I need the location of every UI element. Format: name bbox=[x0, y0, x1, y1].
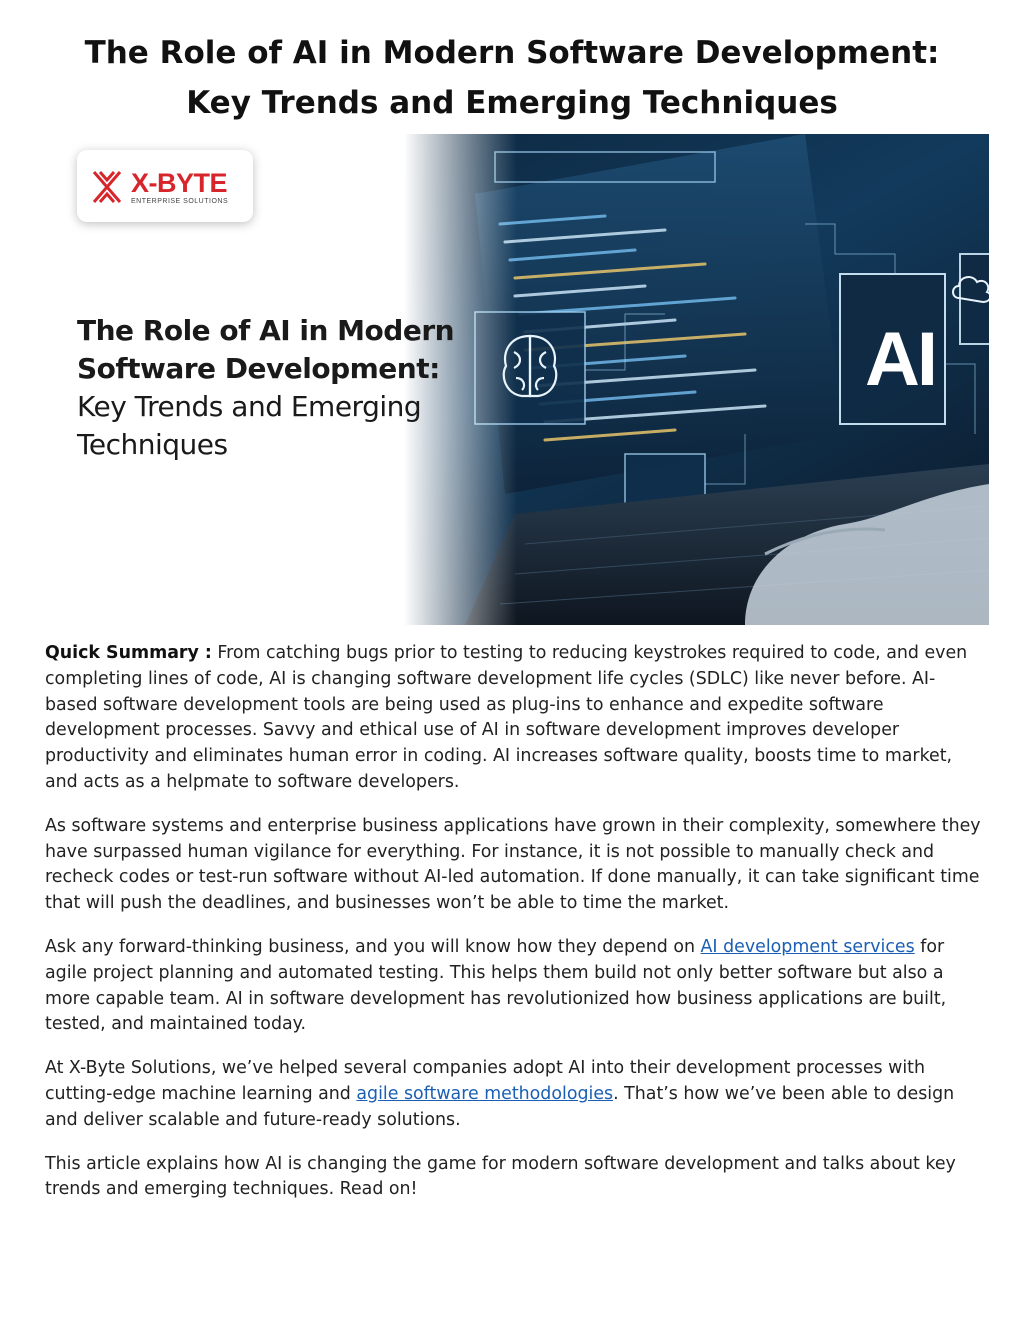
paragraph-3 bbox=[45, 935, 987, 1038]
page-title-line-1: The Role of AI in Modern Software Development: bbox=[84, 35, 940, 71]
paragraph-5: This article explains how AI is changing the game for modern software development and talks about key trends and emerging techniques. Read on! bbox=[45, 1153, 956, 1200]
page-title bbox=[0, 28, 1024, 128]
paragraph-3-text-a: Ask any forward-thinking business, and you will know how they depend on bbox=[45, 936, 701, 957]
hero-heading-line-1: The Role of AI in Modern bbox=[77, 314, 455, 347]
summary-label: Quick Summary : bbox=[45, 643, 212, 663]
logo-subtitle: ENTERPRISE SOLUTIONS bbox=[131, 198, 229, 205]
paragraph-2: As software systems and enterprise business applications have grown in their complexity, somewhere they have surpassed human vigilance for everything. For instance, it is not possible to manually check and recheck codes or test-run software without AI-led automation. If done manually, it can take significant time that will push the deadlines, and businesses won’t be able to time the market. bbox=[45, 815, 981, 914]
company-logo bbox=[77, 150, 253, 222]
x-byte-logo-icon bbox=[91, 170, 123, 204]
ai-development-services-link[interactable]: AI development services bbox=[700, 936, 915, 957]
summary-text: From catching bugs prior to testing to reducing keystrokes required to code, and even completing lines of code, AI is changing software development life cycles (SDLC) like never before. AI-based software development tools are being used as plug-ins to enhance and expedite software development processes. Savvy and ethical use of AI in software development improves developer productivity and eliminates human error in coding. AI increases software quality, boosts time to market, and acts as a helpmate to software developers. bbox=[45, 643, 968, 792]
ai-label: AI bbox=[865, 317, 935, 402]
paragraph-4-text-b: . That’s how we’ve been able to design and deliver scalable and future-ready solutions. bbox=[45, 1083, 955, 1130]
hero-heading-line-4: Techniques bbox=[77, 428, 228, 461]
hero-heading-line-3: Key Trends and Emerging bbox=[77, 390, 422, 423]
paragraph-4 bbox=[45, 1056, 987, 1133]
hero-heading-line-2: Software Development: bbox=[77, 352, 440, 385]
hero-heading bbox=[77, 312, 497, 464]
logo-name: X-BYTE bbox=[131, 168, 228, 198]
article-body bbox=[45, 641, 987, 1221]
agile-software-methodologies-link[interactable]: agile software methodologies bbox=[356, 1083, 614, 1104]
paragraph-4-text-a: At X-Byte Solutions, we’ve helped several companies adopt AI into their development processes with cutting-edge machine learning and bbox=[45, 1058, 926, 1104]
paragraph-3-text-b: for agile project planning and automated testing. This helps them build not only better software but also a more capable team. AI in software development has revolutionized how business applications are built, tested, and maintained today. bbox=[45, 936, 947, 1035]
hero-banner-image bbox=[45, 134, 989, 625]
summary-paragraph bbox=[45, 641, 987, 796]
page-title-line-2: Key Trends and Emerging Techniques bbox=[186, 85, 838, 121]
